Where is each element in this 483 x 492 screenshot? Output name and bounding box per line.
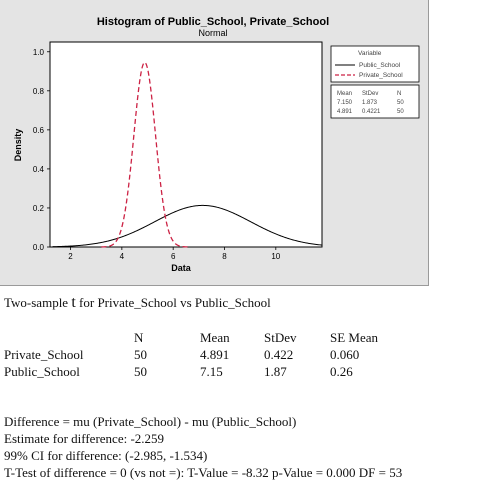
ttest-row-public-mean: 7.15: [200, 364, 223, 379]
stats-public-stdev: 1.873: [362, 100, 378, 106]
y-axis-label: Density: [13, 128, 23, 162]
ttest-heading: [4, 294, 271, 312]
x-tick-label: 8: [222, 252, 227, 261]
x-tick-label: 4: [119, 252, 125, 261]
ttest-difference: Difference = mu (Private_School) - mu (Public_School): [4, 414, 297, 429]
x-tick-label: 2: [68, 252, 73, 261]
ttest-row-public-se: 0.26: [330, 364, 353, 379]
stats-private-stdev: 0.4221: [362, 109, 381, 115]
stats-public-n: 50: [397, 100, 404, 106]
legend: [331, 46, 419, 82]
ttest-header-stdev: StDev: [264, 330, 297, 345]
legend-entry-public: Public_School: [359, 62, 401, 69]
y-tick-label: 0.0: [32, 243, 44, 252]
legend-title: Variable: [358, 50, 382, 57]
y-tick-label: 0.4: [32, 164, 44, 174]
x-axis-label: Data: [171, 263, 191, 273]
ttest-heading-pre: Two-sample: [4, 295, 69, 310]
stats-box: [331, 85, 419, 118]
stats-header-stdev: StDev: [362, 91, 379, 97]
ttest-estimate: Estimate for difference: -2.259: [4, 431, 165, 446]
ttest-ci: 99% CI for difference: (-2.985, -1.534): [4, 448, 208, 463]
ttest-result: T-Test of difference = 0 (vs not =): T-Value = -8.32 p-Value = 0.000 DF = 53: [4, 465, 403, 480]
legend-entry-private: Private_School: [359, 72, 403, 79]
ttest-row-private-stdev: 0.422: [264, 347, 294, 362]
ttest-row-private-se: 0.060: [330, 347, 360, 362]
ttest-row-public-stdev: 1.87: [264, 364, 287, 379]
ttest-row-private-n: 50: [134, 347, 147, 362]
chart-subtitle: Normal: [198, 28, 228, 38]
ttest-header-mean: Mean: [200, 330, 230, 345]
ttest-row-public-n: 50: [134, 364, 147, 379]
y-tick-label: 0.8: [32, 86, 44, 96]
y-tick-label: 1.0: [32, 47, 44, 57]
stats-private-n: 50: [397, 109, 404, 115]
x-tick-label: 10: [271, 252, 281, 261]
stats-public-mean: 7.150: [337, 100, 353, 106]
ttest-header-n: N: [134, 330, 144, 345]
plot-area: [50, 42, 322, 247]
chart-title: Histogram of Public_School, Private_School: [96, 16, 330, 28]
y-tick-label: 0.2: [32, 203, 44, 213]
ttest-heading-post: for Private_School vs Public_School: [79, 295, 271, 310]
ttest-heading-t: t: [71, 294, 76, 311]
ttest-row-private-mean: 4.891: [200, 347, 230, 362]
ttest-row-public-name: Public_School: [4, 364, 80, 379]
ttest-header-semean: SE Mean: [330, 330, 379, 345]
stats-header-n: N: [397, 91, 402, 97]
x-tick-label: 6: [170, 252, 176, 261]
stats-private-mean: 4.891: [337, 109, 353, 115]
stats-header-mean: Mean: [337, 91, 353, 97]
y-tick-label: 0.6: [32, 125, 44, 135]
ttest-row-private-name: Private_School: [4, 347, 84, 362]
